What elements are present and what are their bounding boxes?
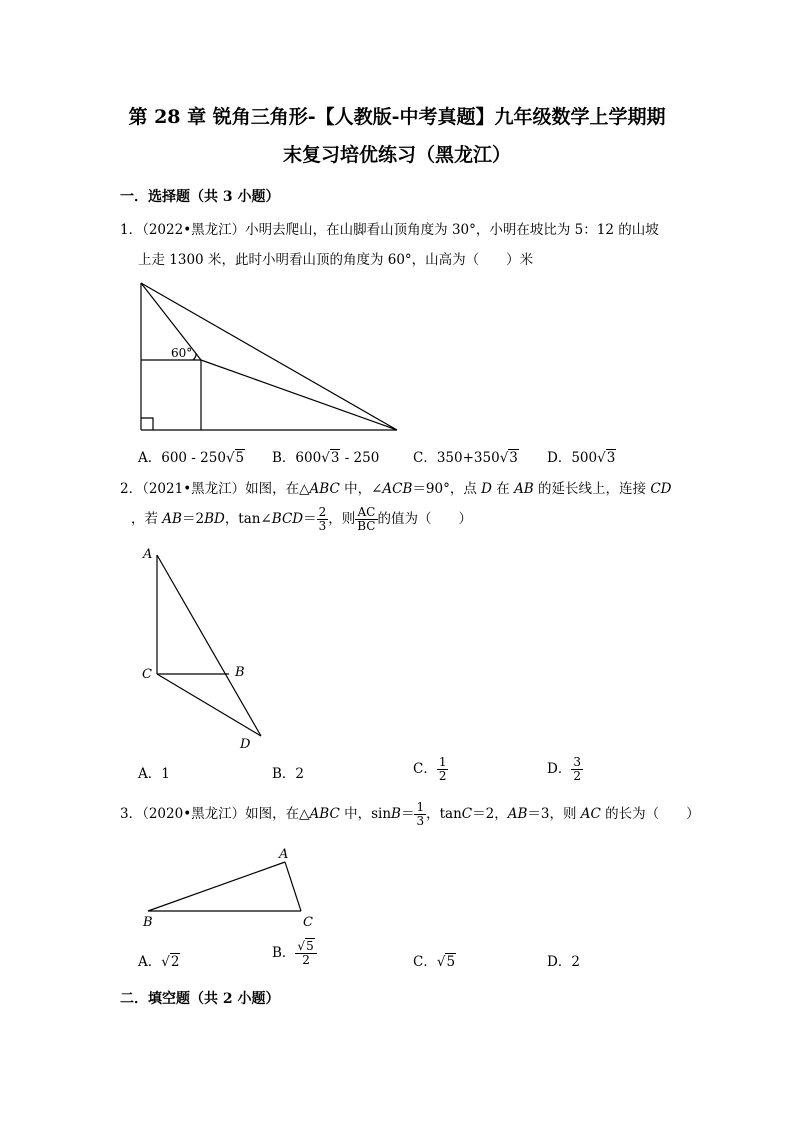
q3-side-ac xyxy=(285,862,301,911)
q2-label-b: B xyxy=(235,665,245,680)
q1-line-1: 1．（2022•黑龙江）小明去爬山，在山脚看山顶角度为 30°，小明在坡比为 5：12 的山坡 xyxy=(120,222,659,238)
q3-label-c: C xyxy=(303,915,313,930)
q2-label-a: A xyxy=(143,547,153,562)
q3-line-1: 3．（2020•黑龙江）如图，在△ABC 中，sinB＝ $\frac{1}{3}$ ，tanC＝2，AB＝3，则 AC 的长为（ ） xyxy=(120,800,700,828)
page-title xyxy=(100,98,694,174)
q3-option-b[interactable]: B． $\frac{√5}{2}$ xyxy=(272,940,317,967)
q1-angle-label: 60° xyxy=(171,346,193,360)
q2-option-c[interactable]: C． $\frac{1}{2}$ xyxy=(413,755,447,783)
q2-option-a[interactable]: A．1 xyxy=(138,766,170,782)
q2-triangle-diagram xyxy=(135,543,275,753)
q3-triangle-diagram xyxy=(135,843,335,933)
q3-label-a: A xyxy=(279,847,289,862)
q1-option-b[interactable]: B．600√3 - 250 xyxy=(272,450,380,466)
q3-label-b: B xyxy=(143,915,153,930)
q1-angle-arc xyxy=(193,353,196,360)
q2-option-b[interactable]: B．2 xyxy=(272,766,305,782)
q1-slope-line xyxy=(201,360,397,430)
q2-line-abd xyxy=(157,555,261,736)
q1-line-2: 上走 1300 米，此时小明看山顶的角度为 60°，山高为（ ）米 xyxy=(138,252,534,268)
section-heading-fill-in: 二．填空题（共 2 小题） xyxy=(120,991,280,1007)
q2-ratio-fraction: $\frac{AC}{BC}$ xyxy=(357,505,376,533)
section-heading-choice: 一．选择题（共 3 小题） xyxy=(120,189,280,205)
q2-label-c: C xyxy=(142,667,152,682)
q1-right-angle-mark xyxy=(141,418,153,430)
q2-line-1: 2．（2021•黑龙江）如图，在△ABC 中，∠ACB＝90°，点 D 在 AB 的延长线上，连接 CD xyxy=(120,481,672,497)
q2-line-2: ，若 AB＝2BD，tan∠BCD＝ $\frac{2}{3}$ ，则 $\frac{AC}{BC}$ 的值为（ ） xyxy=(131,505,472,533)
q3-option-a[interactable]: A．√2 xyxy=(138,954,180,970)
q3-option-c[interactable]: C．√5 xyxy=(413,954,456,970)
title-line-1: 第 28 章 锐角三角形-【人教版-中考真题】九年级数学上学期期 xyxy=(128,106,666,128)
q2-side-cd xyxy=(157,674,261,736)
q1-option-c[interactable]: C．350+350√3 xyxy=(413,450,518,466)
q1-option-d[interactable]: D．500√3 xyxy=(547,450,616,466)
q2-label-d: D xyxy=(240,737,251,752)
q2-tan-fraction: $\frac{2}{3}$ xyxy=(318,505,327,533)
q1-option-a[interactable]: A．600 - 250√5 xyxy=(138,450,245,466)
q3-option-d[interactable]: D．2 xyxy=(547,954,580,970)
title-line-2: 末复习培优练习（黑龙江） xyxy=(282,144,511,166)
q2-option-d[interactable]: D． $\frac{3}{2}$ xyxy=(547,755,581,783)
q1-mountain-diagram xyxy=(135,278,405,436)
q3-sin-fraction: $\frac{1}{3}$ xyxy=(416,800,425,828)
q3-side-ba xyxy=(148,862,285,911)
